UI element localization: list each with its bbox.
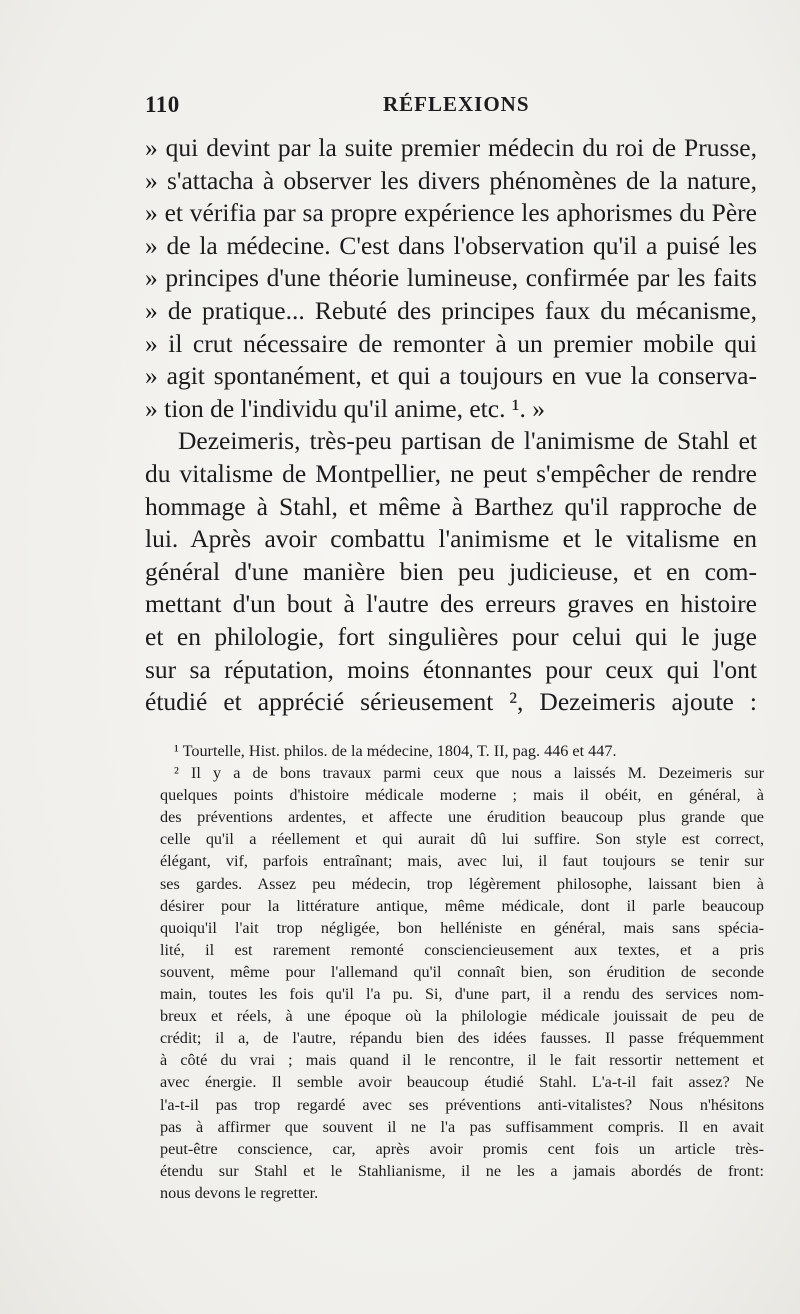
footnote-line: crédit; il a, de l'autre, répandu bien des idées fausses. Il passe fréquemment <box>160 1029 764 1048</box>
text-line: » il crut nécessaire de remonter à un premier mobile qui <box>145 328 757 358</box>
text-line: mettant d'un bout à l'autre des erreurs graves en histoire <box>145 589 757 619</box>
footnote-line: quoiqu'il l'ait trop négligée, bon helléniste en général, mais sans spécia- <box>160 918 764 937</box>
page-number: 110 <box>145 92 180 117</box>
footnote-line: à côté du vrai ; mais quand il le rencontre, il le fait ressortir nettement et <box>160 1051 764 1070</box>
footnote-line: ses gardes. Assez peu médecin, trop légèrement philosophe, laissant bien à <box>160 874 764 893</box>
running-title: RÉFLEXIONS <box>383 92 530 116</box>
footnote-line: élégant, vif, parfois entraînant; mais, avec lui, il faut toujours se tenir sur <box>160 852 764 871</box>
text-line: » et vérifia par sa propre expérience les aphorismes du Père <box>145 198 757 228</box>
text-line: sur sa réputation, moins étonnantes pour ceux qui l'ont <box>145 654 757 684</box>
text-line: étudié et apprécié sérieusement ², Dezeimeris ajoute : <box>145 687 757 717</box>
footnote-line: celle qu'il a réellement et qui aurait dû lui suffire. Son style est correct, <box>160 830 764 849</box>
text-line: du vitalisme de Montpellier, ne peut s'empêcher de rendre <box>145 458 757 488</box>
footnote-line: nous devons le regretter. <box>160 1183 319 1202</box>
text-line: » principes d'une théorie lumineuse, confirmée par les faits <box>145 263 757 293</box>
text-line: » s'attacha à observer les divers phénomènes de la nature, <box>145 165 757 195</box>
page-header <box>145 92 755 122</box>
footnote-line: quelques points d'histoire médicale moderne ; mais il obéit, en général, à <box>160 786 764 805</box>
footnote-line: étendu sur Stahl et le Stahlianisme, il ne les a jamais abordés de front: <box>160 1161 764 1180</box>
text-line: » agit spontanément, et qui a toujours en vue la conserva- <box>145 361 757 391</box>
text-line: général d'une manière bien peu judicieuse, et en com- <box>145 556 757 586</box>
text-line: » de la médecine. C'est dans l'observation qu'il a puisé les <box>145 230 757 260</box>
footnote-1: ¹ Tourtelle, Hist. philos. de la médecine, 1804, T. II, pag. 446 et 447. <box>174 742 617 760</box>
footnote-line: avec énergie. Il semble avoir beaucoup étudié Stahl. L'a-t-il fait assez? Ne <box>160 1073 764 1092</box>
footnote-line: l'a-t-il pas trop regardé avec ses préventions anti-vitalistes? Nous n'hésitons <box>160 1095 764 1114</box>
footnote-line: désirer pour la littérature antique, même médicale, dont il parle beaucoup <box>160 896 764 915</box>
footnote-line: lité, il est rarement remonté consciencieusement aux textes, et a pris <box>160 940 764 959</box>
text-line: » de pratique... Rebuté des principes faux du mécanisme, <box>145 295 757 325</box>
text-line: » tion de l'individu qu'il anime, etc. ¹. » <box>145 393 545 423</box>
footnote-line: souvent, même pour l'allemand qu'il connaît bien, son érudition de seconde <box>160 962 764 981</box>
footnotes <box>160 740 764 1204</box>
text-line: lui. Après avoir combattu l'animisme et le vitalisme en <box>145 524 757 554</box>
footnote-line: main, toutes les fois qu'il l'a pu. Si, d'une part, il a rendu des services nom- <box>160 985 764 1004</box>
main-text <box>145 132 757 719</box>
footnote-line: peut-être conscience, car, après avoir promis cent fois un article très- <box>160 1139 764 1158</box>
footnote-2: ² Il y a de bons travaux parmi ceux que nous a laissés M. Dezeimeris sur <box>174 764 764 783</box>
footnote-line: des préventions ardentes, et affecte une érudition beaucoup plus grande que <box>160 808 764 827</box>
text-line: Dezeimeris, très-peu partisan de l'animisme de Stahl et <box>178 426 757 456</box>
text-line: hommage à Stahl, et même à Barthez qu'il rapproche de <box>145 491 757 521</box>
text-line: » qui devint par la suite premier médecin du roi de Prusse, <box>145 133 757 162</box>
text-line: et en philologie, fort singulières pour celui qui le juge <box>145 621 757 651</box>
footnote-line: pas à affirmer que souvent il ne l'a pas suffisamment compris. Il en avait <box>160 1117 764 1136</box>
footnote-line: breux et réels, à une époque où la philologie médicale jouissait de peu de <box>160 1007 764 1026</box>
